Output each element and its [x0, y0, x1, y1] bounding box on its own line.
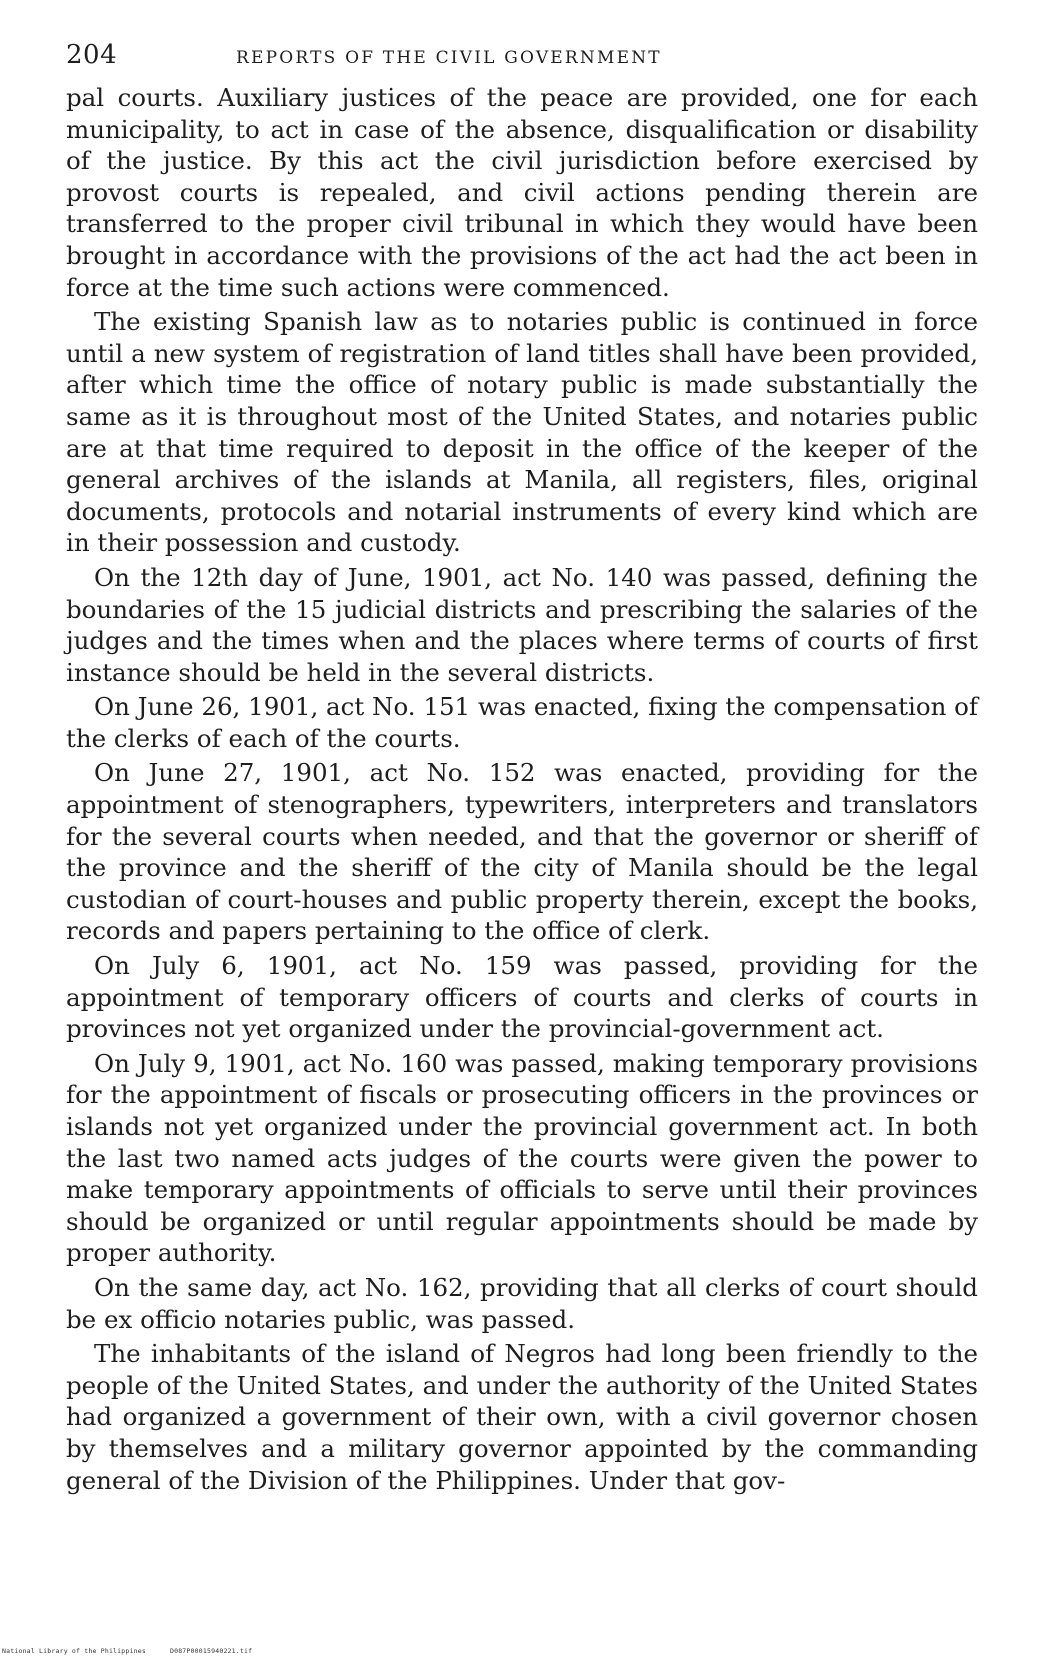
- paragraph-act-159: On July 6, 1901, act No. 159 was passed, providing for the appointment of temporary officers of courts and clerks of courts in provinces not yet organized under the provincial-government act.: [66, 951, 978, 1044]
- paragraph-act-160: On July 9, 1901, act No. 160 was passed, making temporary provisions for the appointment of fiscals or prosecuting officers in the provinces or islands not yet organized under the provincial government act. In both the last two named acts judges of the courts were given the power to make temporary appointments of officials to serve until their provinces should be organized or until regular appointments should be made by proper authority.: [66, 1048, 978, 1268]
- page-number: 204: [66, 40, 118, 70]
- paragraph-act-162: On the same day, act No. 162, providing that all clerks of court should be ex officio notaries public, was passed.: [66, 1272, 978, 1334]
- paragraph-act-140: On the 12th day of June, 1901, act No. 140 was passed, defining the boundaries of the 15 judicial districts and prescribing the salaries of the judges and the times when and the places where terms of courts of first instance should be held in the several districts.: [66, 562, 978, 687]
- running-head: [66, 40, 978, 76]
- header-title: REPORTS OF THE CIVIL GOVERNMENT: [236, 48, 662, 68]
- footer-library: National Library of the Philippines: [2, 1647, 146, 1655]
- document-page: [66, 40, 978, 1499]
- scan-footer-stamp: [2, 1647, 252, 1655]
- paragraph-act-152: On June 27, 1901, act No. 152 was enacted, providing for the appointment of stenographers, typewriters, interpreters and translators for the several courts when needed, and that the governor or sheriff of the province and the sheriff of the city of Manila should be the legal custodian of court-houses and public property therein, except the books, records and papers pertaining to the office of clerk.: [66, 758, 978, 946]
- paragraph-negros: The inhabitants of the island of Negros had long been friendly to the people of the United States, and under the authority of the United States had organized a government of their own, with a civil governor chosen by themselves and a military governor appointed by the commanding general of the Division of the Philippines. Under that gov-: [66, 1339, 978, 1495]
- paragraph-act-151: On June 26, 1901, act No. 151 was enacted, fixing the compensation of the clerks of each of the courts.: [66, 692, 978, 753]
- body-text: [66, 82, 978, 1496]
- paragraph-notaries-public: The existing Spanish law as to notaries public is continued in force until a new system of registration of land titles shall have been provided, after which time the office of notary public is made substantially the same as it is throughout most of the United States, and notaries public are at that time required to deposit in the office of the keeper of the general archives of the islands at Manila, all registers, files, original documents, protocols and notarial instruments of every kind which are in their possession and custody.: [66, 307, 978, 558]
- footer-file-id: D087P00015940221.tif: [169, 1647, 253, 1655]
- paragraph-continuation: pal courts. Auxiliary justices of the peace are provided, one for each municipality, to act in case of the absence, disqualification or disability of the justice. By this act the civil jurisdiction before exercised by provost courts is repealed, and civil actions pending therein are transferred to the proper civil tribunal in which they would have been brought in accordance with the provisions of the act had the act been in force at the time such actions were commenced.: [66, 83, 978, 302]
